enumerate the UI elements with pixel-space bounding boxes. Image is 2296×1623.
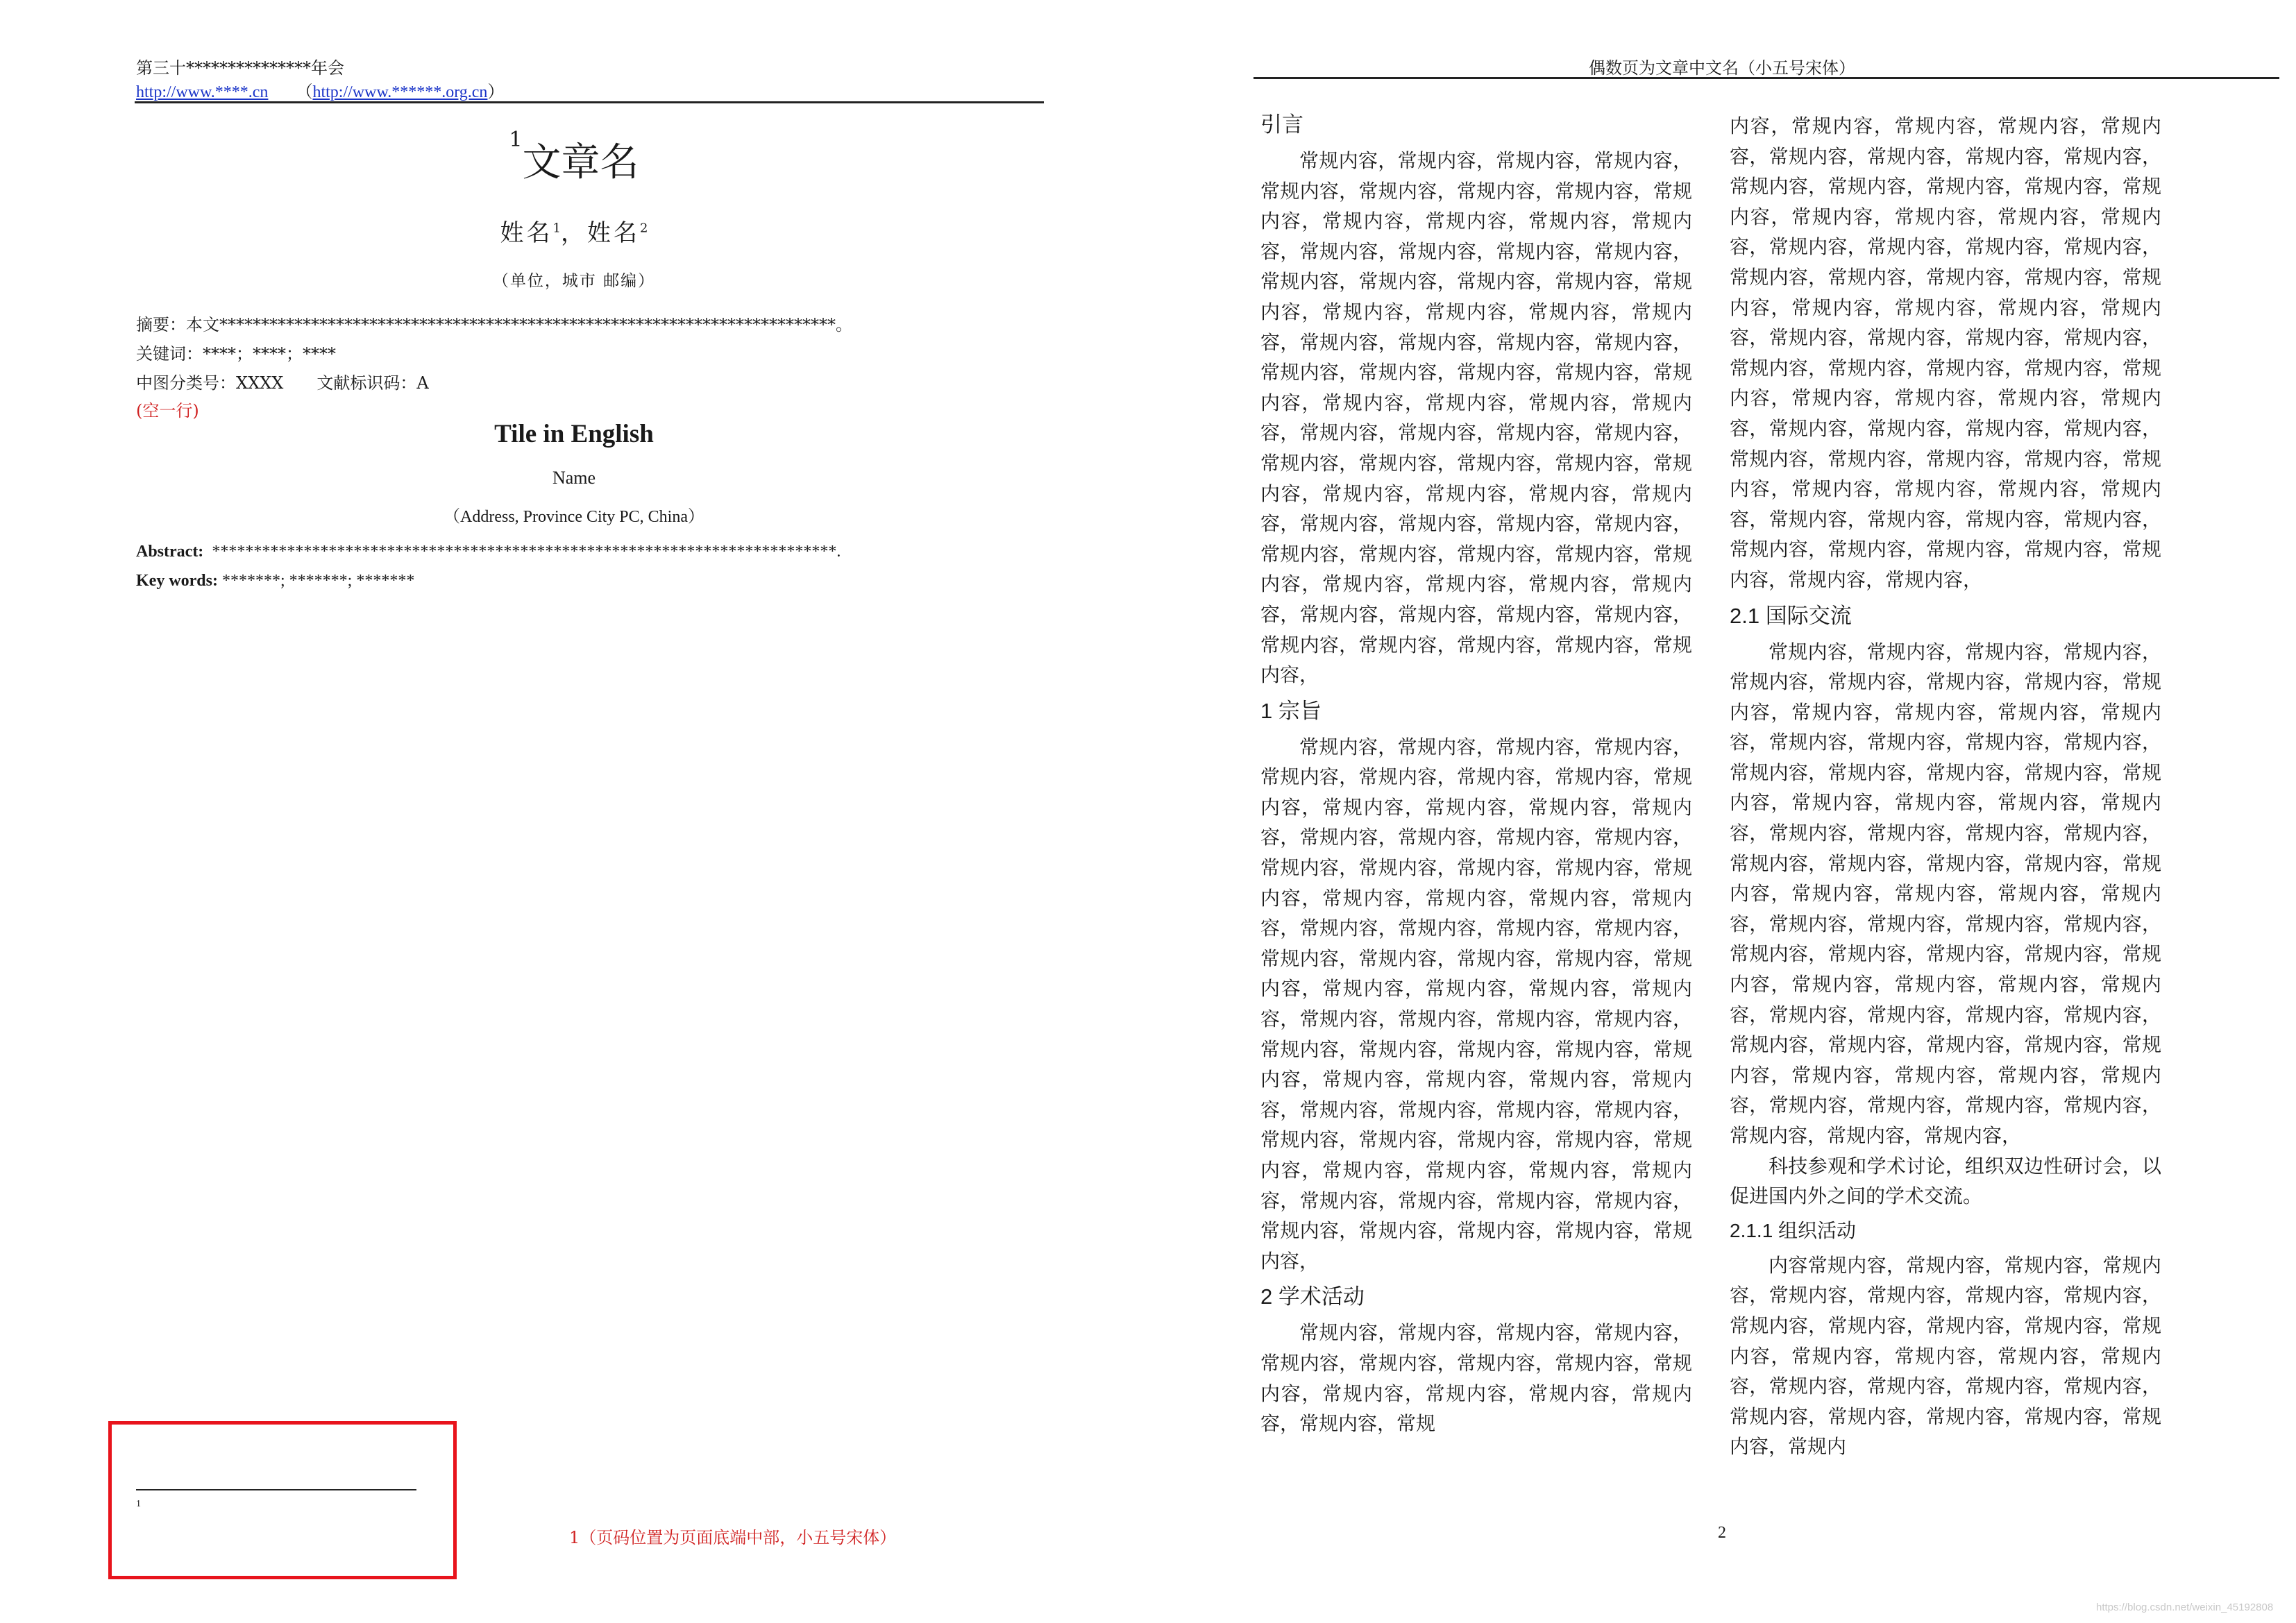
keywords-english-label: Key words: (136, 572, 218, 590)
keywords-english-text: *******; *******; ******* (217, 572, 415, 590)
footnote-highlight-box (108, 1421, 457, 1579)
title-text: 文章名 (522, 140, 639, 185)
keywords-english (136, 572, 414, 590)
paragraph-section-2: 常规内容，常规内容，常规内容，常规内容，常规内容，常规内容，常规内容，常规内容，常规内容，常规内容，常规内容，常规内容，常规内容，常规内容，常规 (1260, 1321, 1692, 1436)
abstract-english-label: Abstract: (136, 543, 204, 561)
paragraph-introduction: 常规内容，常规内容，常规内容，常规内容，常规内容，常规内容，常规内容，常规内容，常规内容，常规内容，常规内容，常规内容，常规内容，常规内容，常规内容，常规内容，常规内容，常规内容，常规内容，常规内容，常规内容，常规内容，常规内容，常规内容，常规内容，常规内容，常规内容，常规内容，常规内容，常规内容，常规内容，常规内容，常规内容，常规内容，常规内容，常规内容，常规内容，常规内容，常规内容，常规内容，常规内容，常规内容，常规内容，常规内容，常规内容，常规内容，常规内容，常规内容，常规内容，常规内容，常规内容，常规内容，常规内容，常规内容，常规内容，常规内容，常规内容，常规内容，常规内容，常规内容，常规内容，常规内容，常规内容，常规内容，常规内容，常规内容，常规内容，常规内容，常规内容，常规内容，常规内容，常规内容，常规内容，常规内容， (1260, 149, 1692, 687)
title-english: Tile in English (494, 420, 654, 448)
author-1: 姓名 (500, 219, 553, 247)
heading-section-2-1-1: 2.1.1 组织活动 (1730, 1219, 1857, 1241)
running-header: 偶数页为文章中文名（小五号宋体） (1589, 58, 1855, 78)
heading-introduction: 引言 (1260, 112, 1303, 137)
blank-line-note: (空一行) (136, 401, 199, 420)
author-separator: ， (561, 219, 587, 247)
author-2: 姓名 (587, 219, 640, 247)
page-right (1148, 0, 2296, 1623)
abstract-english-text: ***************************************************************************. (203, 543, 841, 561)
footnote-rule (136, 1489, 416, 1490)
paragraph-continued: 内容，常规内容，常规内容，常规内容，常规内容，常规内容，常规内容，常规内容，常规内容，常规内容，常规内容，常规内容，常规内容，常规内容，常规内容，常规内容，常规内容，常规内容，常规内容，常规内容，常规内容，常规内容，常规内容，常规内容，常规内容，常规内容，常规内容，常规内容，常规内容，常规内容，常规内容，常规内容，常规内容，常规内容，常规内容，常规内容，常规内容，常规内容，常规内容，常规内容，常规内容，常规内容，常规内容，常规内容，常规内容，常规内容，常规内容，常规内容，常规内容，常规内容，常规内容，常规内容，常规内容，常规内容，常规内容，常规内容，常规内容，常规内容，常规内容，常规内容，常规内容，常规内容，常规内容，常规内容，常规内容，常规内容，常规内容，常规内容， (1730, 114, 2161, 591)
page-number: 2 (1718, 1524, 1726, 1542)
author-2-mark: 2 (640, 221, 648, 236)
name-english: Name (552, 468, 596, 488)
address-english: （Address, Province City PC, China） (444, 508, 704, 526)
article-title (0, 128, 1148, 187)
clc-number: 中图分类号：XXXX (136, 373, 284, 393)
header-conference-name: 第三十***************年会 (136, 58, 344, 78)
abstract-english (136, 543, 841, 561)
heading-section-1: 1 宗旨 (1260, 698, 1322, 723)
author-1-mark: 1 (552, 221, 561, 236)
keywords-cn: 关键词：****；****；**** (136, 344, 336, 364)
header-link-1[interactable]: http://www.****.cn (136, 83, 269, 101)
document-code: 文献标识码：A (316, 373, 429, 393)
paragraph-section-2-1-1: 内容常规内容，常规内容，常规内容，常规内容，常规内容，常规内容，常规内容，常规内容，常规内容，常规内容，常规内容，常规内容，常规内容，常规内容，常规内容，常规内容，常规内容，常规内容，常规内容，常规内容，常规内容，常规内容，常规内容，常规内容，常规内容，常规内容，常规内 (1730, 1253, 2161, 1459)
classification-line (136, 369, 429, 393)
header-link-2-open: （ (296, 83, 313, 101)
header-rule (135, 101, 1044, 103)
paragraph-section-2-1-b: 科技参观和学术讨论，组织双边性研讨会，以促进国内外之间的学术交流。 (1730, 1154, 2161, 1208)
header-link-2-close: ） (487, 83, 505, 101)
abstract-cn: 摘要：本文**************************************************************************。 (136, 315, 852, 334)
heading-section-2-1: 2.1 国际交流 (1730, 603, 1852, 628)
header-links (136, 78, 504, 102)
page-number-note: 1（页码位置为页面底端中部，小五号宋体） (569, 1528, 897, 1547)
header-rule (1253, 77, 2279, 79)
paragraph-section-1: 常规内容，常规内容，常规内容，常规内容，常规内容，常规内容，常规内容，常规内容，常规内容，常规内容，常规内容，常规内容，常规内容，常规内容，常规内容，常规内容，常规内容，常规内容，常规内容，常规内容，常规内容，常规内容，常规内容，常规内容，常规内容，常规内容，常规内容，常规内容，常规内容，常规内容，常规内容，常规内容，常规内容，常规内容，常规内容，常规内容，常规内容，常规内容，常规内容，常规内容，常规内容，常规内容，常规内容，常规内容，常规内容，常规内容，常规内容，常规内容，常规内容，常规内容，常规内容，常规内容，常规内容，常规内容，常规内容，常规内容，常规内容，常规内容，常规内容，常规内容，常规内容，常规内容，常规内容，常规内容，常规内容，常规内容，常规内容，常规内容，常规内容，常规内容，常规内容，常规内容，常规内容，常规内容， (1260, 735, 1692, 1273)
footnote-mark: 1 (136, 1499, 141, 1509)
authors (0, 214, 1148, 248)
column-right (1730, 111, 2161, 1513)
heading-section-2: 2 学术活动 (1260, 1284, 1365, 1309)
affiliation: （单位，城市 邮编） (492, 272, 656, 290)
title-footnote-mark: 1 (509, 128, 523, 152)
header-link-2[interactable]: http://www.******.org.cn (312, 83, 488, 101)
column-left (1260, 104, 1692, 1506)
watermark: https://blog.csdn.net/weixin_45192808 (2096, 1601, 2274, 1613)
paragraph-section-2-1: 常规内容，常规内容，常规内容，常规内容，常规内容，常规内容，常规内容，常规内容，常规内容，常规内容，常规内容，常规内容，常规内容，常规内容，常规内容，常规内容，常规内容，常规内容，常规内容，常规内容，常规内容，常规内容，常规内容，常规内容，常规内容，常规内容，常规内容，常规内容，常规内容，常规内容，常规内容，常规内容，常规内容，常规内容，常规内容，常规内容，常规内容，常规内容，常规内容，常规内容，常规内容，常规内容，常规内容，常规内容，常规内容，常规内容，常规内容，常规内容，常规内容，常规内容，常规内容，常规内容，常规内容，常规内容，常规内容，常规内容，常规内容，常规内容，常规内容，常规内容，常规内容，常规内容，常规内容，常规内容，常规内容，常规内容，常规内容，常规内容，常规内容，常规内容，常规内容，常规内容， (1730, 640, 2161, 1147)
